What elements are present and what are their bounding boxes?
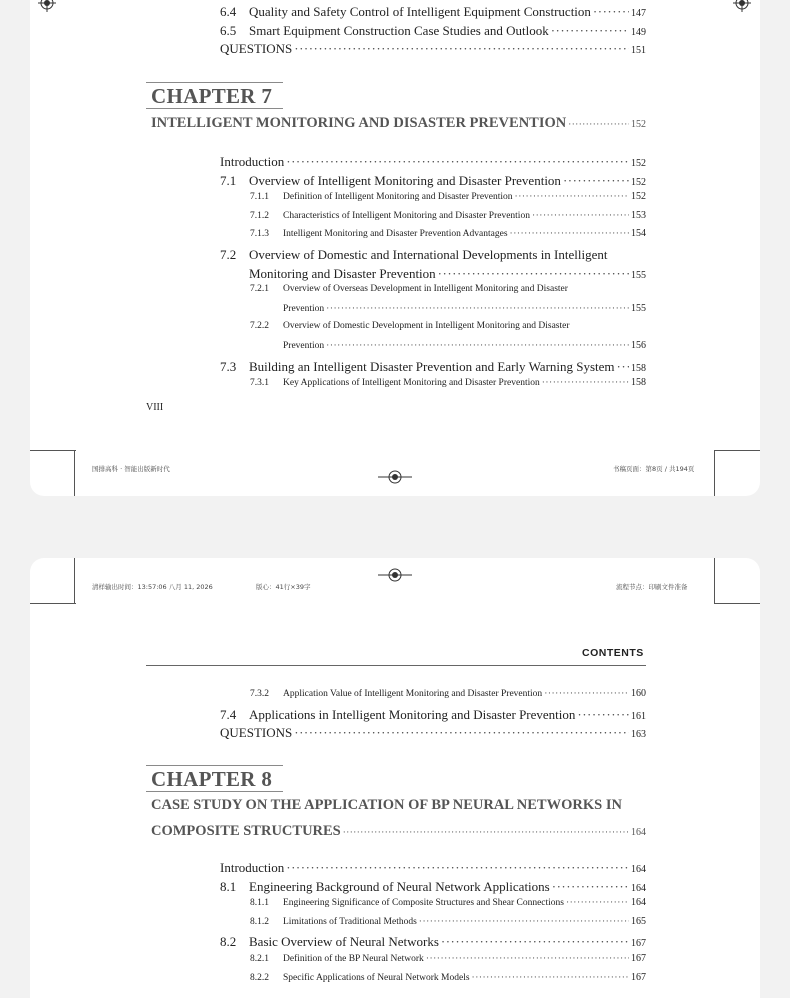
toc-entry[interactable] — [250, 972, 646, 983]
page-number: 164 — [631, 897, 646, 909]
page-number: 163 — [631, 729, 646, 741]
toc-entry[interactable] — [250, 897, 646, 908]
toc-entry[interactable] — [220, 23, 646, 39]
toc-entry[interactable] — [220, 154, 646, 170]
section-number: 8.2.2 — [250, 972, 269, 983]
leader-dots — [532, 211, 629, 221]
page-number: 161 — [631, 710, 646, 722]
section-title: Quality and Safety Control of Intelligent Equipment Construction — [249, 4, 591, 19]
section-title: Intelligent Monitoring and Disaster Prevention Advantages — [283, 229, 508, 240]
toc-entry[interactable] — [220, 879, 646, 895]
section-title: Overview of Overseas Development in Intelligent Monitoring and Disaster — [283, 284, 568, 295]
registration-mark-icon — [378, 566, 412, 584]
page-number: 164 — [631, 864, 646, 875]
section-title: Engineering Background of Neural Network Applications — [249, 878, 550, 894]
section-number: 7.4 — [220, 706, 237, 722]
leader-dots — [294, 41, 629, 57]
toc-entry[interactable] — [220, 173, 646, 189]
toc-entry[interactable] — [250, 321, 646, 331]
toc-entry[interactable] — [220, 247, 646, 263]
section-title: Definition of the BP Neural Network — [283, 954, 424, 964]
leader-dots — [617, 359, 629, 375]
toc-entry[interactable] — [220, 934, 646, 950]
section-number: 8.1.2 — [250, 916, 269, 927]
toc-entry[interactable] — [220, 860, 646, 876]
leader-dots — [542, 378, 629, 388]
page-number: 167 — [631, 938, 646, 950]
chapter-title-line1: CASE STUDY ON THE APPLICATION OF BP NEURAL NETWORKS IN — [151, 797, 622, 813]
page-number: 158 — [631, 362, 646, 374]
chapter-rule — [146, 82, 283, 83]
toc-entry-continuation[interactable] — [283, 303, 646, 314]
page-number: 152 — [631, 158, 646, 169]
chapter-label: CHAPTER 8 — [151, 767, 273, 791]
toc-entry[interactable] — [250, 377, 646, 388]
page-number: 165 — [631, 915, 646, 927]
leader-dots — [343, 827, 629, 837]
section-number: 7.3 — [220, 358, 237, 374]
section-title: Engineering Significance of Composite Structures and Shear Connections — [283, 898, 564, 909]
chapter-title-line2: COMPOSITE STRUCTURES — [151, 823, 341, 839]
page-number: 152 — [631, 191, 646, 203]
section-number: 6.5 — [220, 22, 237, 38]
section-title: Smart Equipment Construction Case Studies and Outlook — [249, 22, 549, 38]
page-number: 151 — [631, 45, 646, 57]
section-title: Overview of Domestic and International Developments in Intelligent — [249, 247, 608, 262]
leader-dots — [294, 725, 629, 741]
leader-dots — [552, 879, 629, 895]
section-number: 7.1.3 — [250, 229, 269, 240]
leader-dots — [510, 229, 629, 239]
section-title: Application Value of Intelligent Monitoring and Disaster Prevention — [283, 689, 543, 699]
section-number: 7.2.2 — [250, 321, 269, 332]
toc-entry[interactable] — [220, 359, 646, 375]
section-title: Building an Intelligent Disaster Prevention and Early Warning System — [249, 358, 615, 374]
page-number: 164 — [631, 882, 646, 894]
leader-dots — [593, 4, 629, 20]
section-number: 7.1.1 — [250, 192, 269, 203]
chapter-title-entry[interactable] — [151, 115, 646, 132]
section-number: 7.1.2 — [250, 210, 269, 221]
leader-dots — [326, 341, 629, 351]
toc-entry-continuation[interactable] — [249, 266, 646, 282]
section-title: Applications in Intelligent Monitoring and Disaster Prevention — [249, 706, 576, 722]
section-title: Key Applications of Intelligent Monitoring and Disaster Prevention — [283, 378, 540, 389]
section-number: 7.2 — [220, 247, 237, 262]
section-title: Introduction — [220, 860, 285, 875]
leader-dots — [441, 934, 629, 950]
section-title: Characteristics of Intelligent Monitoring and Disaster Prevention — [283, 210, 530, 221]
page-number: 160 — [631, 688, 646, 699]
section-number: 6.4 — [220, 4, 237, 19]
leader-dots — [551, 23, 629, 39]
section-title: Definition of Intelligent Monitoring and Disaster Prevention — [283, 192, 513, 203]
section-number: 8.1 — [220, 878, 237, 894]
chapter-rule — [146, 108, 283, 109]
leader-dots — [515, 192, 629, 202]
toc-entry[interactable] — [250, 191, 646, 202]
page-number: 158 — [631, 377, 646, 389]
chapter-rule — [146, 765, 283, 766]
toc-entry[interactable] — [220, 725, 646, 741]
section-title: Overview of Domestic Development in Intelligent Monitoring and Disaster — [283, 321, 570, 332]
page-number: 147 — [631, 8, 646, 19]
leader-dots — [568, 119, 629, 129]
toc-entry[interactable] — [220, 41, 646, 57]
section-number: 8.2 — [220, 934, 237, 950]
footer-left-text: 国排高科 · 智能出版新时代 — [92, 465, 170, 473]
section-title: Specific Applications of Neural Network Models — [283, 972, 470, 983]
section-number: 7.2.1 — [250, 284, 269, 295]
chapter-page-number: 164 — [631, 827, 646, 838]
section-number: 7.3.2 — [250, 689, 269, 699]
leader-dots — [426, 954, 629, 964]
registration-mark-icon — [378, 468, 412, 486]
header-workflow-node: 流程节点：印刷文件准备 — [616, 583, 688, 591]
toc-entry[interactable] — [250, 228, 646, 239]
registration-mark-icon — [733, 0, 751, 12]
leader-dots — [563, 173, 629, 189]
section-number: 8.1.1 — [250, 898, 269, 909]
section-title: QUESTIONS — [220, 725, 293, 741]
running-head: CONTENTS — [582, 647, 644, 659]
section-title-continued: Prevention — [283, 303, 325, 314]
leader-dots — [419, 917, 629, 927]
toc-entry[interactable] — [220, 4, 646, 20]
page-number: 155 — [631, 269, 646, 281]
leader-dots — [472, 973, 629, 983]
section-title: Basic Overview of Neural Networks — [249, 934, 439, 950]
leader-dots — [438, 266, 629, 282]
page-number: 152 — [631, 176, 646, 188]
page-number: 149 — [631, 26, 646, 38]
toc-entry[interactable] — [220, 707, 646, 723]
chapter-page-number: 152 — [631, 119, 646, 130]
page-number: 167 — [631, 953, 646, 964]
chapter-rule — [146, 791, 283, 792]
toc-entry[interactable] — [250, 916, 646, 927]
leader-dots — [286, 860, 629, 876]
leader-dots — [544, 689, 629, 699]
section-title: Introduction — [220, 154, 285, 169]
leader-dots — [286, 154, 629, 170]
toc-entry[interactable] — [250, 210, 646, 221]
toc-entry[interactable] — [250, 953, 646, 964]
chapter-label: CHAPTER 7 — [151, 84, 273, 108]
header-layout-spec: 版心：41行×39字 — [256, 583, 311, 591]
chapter-title-entry[interactable] — [151, 823, 646, 840]
page-number: 156 — [631, 340, 646, 351]
chapter-title: INTELLIGENT MONITORING AND DISASTER PREVENTION — [151, 115, 567, 131]
section-title: QUESTIONS — [220, 41, 293, 57]
header-output-time: 清样输出时间：13:57:06 八月 11, 2026 — [92, 583, 213, 591]
folio: VIII — [146, 402, 164, 413]
registration-mark-icon — [38, 0, 56, 12]
page-number: 154 — [631, 228, 646, 240]
section-number: 8.2.1 — [250, 954, 269, 964]
toc-entry[interactable] — [250, 688, 646, 699]
section-title-continued: Prevention — [283, 341, 325, 351]
leader-dots — [566, 898, 629, 908]
toc-entry[interactable] — [250, 284, 646, 294]
page-number: 155 — [631, 302, 646, 314]
footer-right-text: 书稿页面：第8页 / 共194页 — [613, 465, 695, 473]
running-head-rule — [146, 665, 646, 666]
section-title-continued: Monitoring and Disaster Prevention — [249, 265, 436, 281]
toc-page-lower — [30, 558, 760, 998]
section-title: Limitations of Traditional Methods — [283, 916, 417, 927]
section-number: 7.3.1 — [250, 378, 269, 389]
page-number: 153 — [631, 209, 646, 221]
section-number: 7.1 — [220, 172, 237, 188]
leader-dots — [577, 707, 629, 723]
section-title: Overview of Intelligent Monitoring and Disaster Prevention — [249, 172, 561, 188]
page-number: 167 — [631, 971, 646, 983]
toc-entry-continuation[interactable] — [283, 340, 646, 351]
leader-dots — [326, 304, 629, 314]
toc-page-upper — [30, 0, 760, 496]
